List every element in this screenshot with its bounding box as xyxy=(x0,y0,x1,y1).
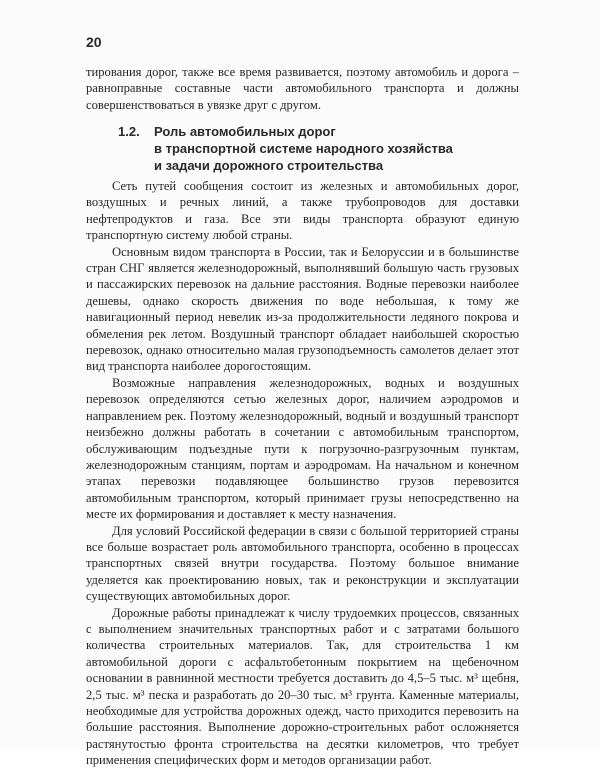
body-paragraph-5: Дорожные работы принадлежат к числу трудоемких процессов, связанных с выполнением значительных транспортных работ и с затратами большого количества строительных материалов. Так, для строительства 1 км автомобильной дороги с асфальтобетонным покрытием на щебеночном основании в равнинной местности требуется доставить до 4,5–5 тыс. м³ щебня, 2,5 тыс. м³ песка и разработать до 20–30 тыс. м³ грунта. Каменные материалы, необходимые для устройства дорожных одежд, часто приходится перевозить на большие расстояния. Выполнение дорожно-строительных работ осложняется растянутостью фронта строительства на десятки километров, что требует применения специфических форм и методов организации работ. xyxy=(86,605,519,768)
body-paragraph-2: Основным видом транспорта в России, так и Белоруссии и в большинстве стран СНГ является железнодорожный, выполнявший большую часть грузовых и пассажирских перевозок на дальние расстояния. Водные перевозки наиболее дешевы, однако скорость движения по воде небольшая, к тому же навигационный период невелик из-за продолжительности ледяного покрова и обмеления рек летом. Воздушный транспорт обладает наибольшей скоростью перевозок, однако относительно малая грузоподъемность самолетов делает этот вид транспорта наиболее дорогостоящим. xyxy=(86,244,519,374)
continuation-paragraph-block xyxy=(86,64,519,113)
section-title-line-1: Роль автомобильных дорог xyxy=(154,124,336,139)
section-body xyxy=(86,178,519,769)
section-title-line-2: в транспортной системе народного хозяйства xyxy=(154,141,453,156)
section-number: 1.2. xyxy=(118,124,140,139)
continuation-paragraph: тирования дорог, также все время развивается, поэтому автомобиль и дорога – равноправные составные части автомобильного транспорта и должны совершенствоваться в увязке друг с другом. xyxy=(86,65,519,112)
body-paragraph-3: Возможные направления железнодорожных, водных и воздушных перевозок определяются сетью железных дорог, наличием аэродромов и направлением рек. Поэтому железнодорожный, водный и воздушный транспорт неизбежно должны работать в сочетании с автомобильным транспортом, обслуживающим подъездные пути к погрузочно-разгрузочным пунктам, железнодорожным станциям, портам и аэродромам. На начальном и конечном этапах перевозки подавляющее большинство грузов перевозится автомобильным транспортом, который принимает грузы непосредственно на месте их формирования и доставляет к месту назначения. xyxy=(86,375,519,522)
page-number: 20 xyxy=(86,34,102,50)
body-paragraph-1: Сеть путей сообщения состоит из железных и автомобильных дорог, воздушных и речных линий, а также трубопроводов для доставки нефтепродуктов и газа. Все эти виды транспорта образуют единую транспортную систему любой страны. xyxy=(86,179,519,243)
section-heading xyxy=(118,123,518,174)
body-paragraph-4: Для условий Российской федерации в связи с большой территорией страны все больше возрастает роль автомобильного транспорта, особенно в процессах транспортных связей внутри государства. Поэтому большое внимание уделяется как проектированию новых, так и реконструкции и эксплуатации существующих автомобильных дорог. xyxy=(86,523,519,604)
section-title-line-3: и задачи дорожного строительства xyxy=(154,158,384,173)
